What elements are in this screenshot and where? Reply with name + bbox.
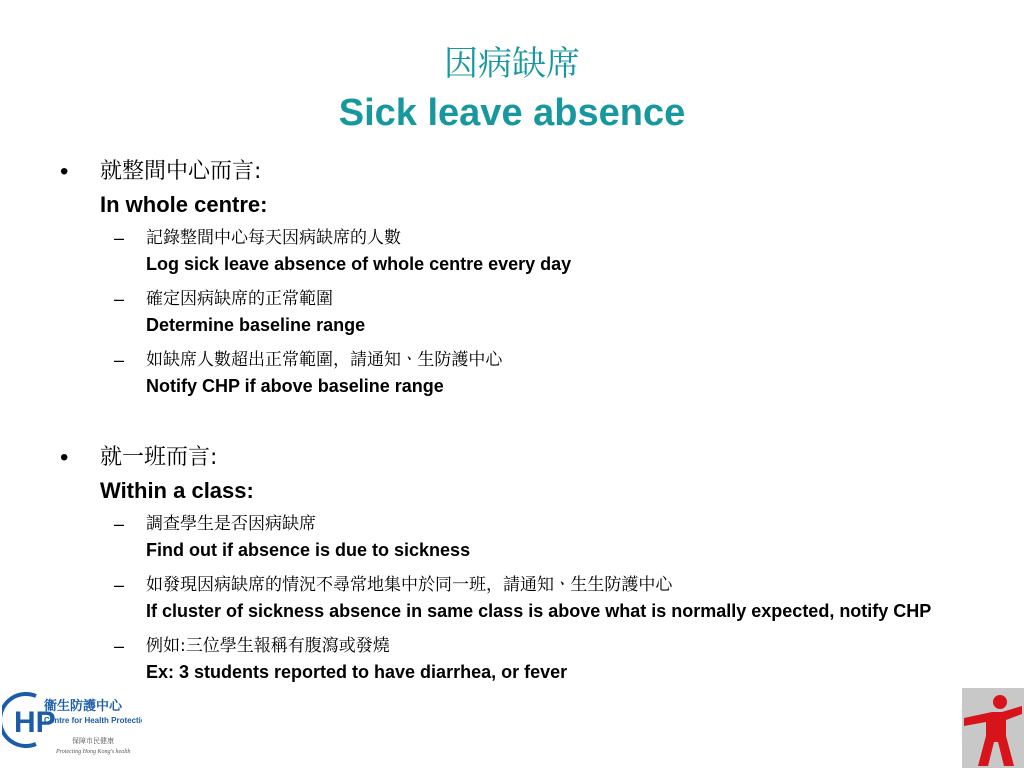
sub-item-chinese: 如缺席人數超出正常範圍，請通知ㆍ生防護中心 — [146, 350, 503, 370]
bullet-heading-english: In whole centre: — [100, 192, 268, 217]
sub-item — [60, 632, 960, 690]
corner-figure-logo — [962, 688, 1024, 768]
sub-item — [60, 510, 960, 568]
sub-item-chinese: 調查學生是否因病缺席 — [146, 514, 316, 534]
bullet-dot: • — [60, 158, 69, 185]
dash-marker: – — [114, 636, 125, 656]
sub-item-chinese: 例如:三位學生報稱有腹瀉或發燒 — [146, 636, 390, 656]
section-whole-centre — [60, 156, 960, 407]
red-figure-icon — [962, 688, 1024, 768]
bullet-item — [60, 442, 960, 508]
sub-item-english: Ex: 3 students reported to have diarrhea, or fever — [146, 662, 568, 682]
sub-item-english: Notify CHP if above baseline range — [146, 376, 444, 396]
sub-item-english: If cluster of sickness absence in same class is above what is normally expected, notify CHP — [146, 601, 932, 621]
chp-logo — [2, 690, 142, 760]
sub-item-chinese: 記錄整間中心每天因病缺席的人數 — [146, 228, 401, 248]
sub-item-english: Find out if absence is due to sickness — [146, 540, 471, 560]
section-within-class — [60, 442, 960, 693]
sub-list — [60, 510, 960, 690]
logo-tagline-english: Protecting Hong Kong's health — [56, 749, 131, 755]
sub-item-english: Determine baseline range — [146, 315, 366, 335]
chp-logo-mark — [2, 690, 142, 760]
sub-item — [60, 285, 960, 343]
sub-item — [60, 571, 960, 629]
bullet-heading-chinese: 就一班而言: — [100, 445, 218, 470]
dash-marker: – — [114, 228, 125, 248]
sub-item-english: Log sick leave absence of whole centre every day — [146, 254, 572, 274]
logo-name-english: Centre for Health Protection — [44, 716, 142, 725]
logo-name-chinese: 衞生防護中心 — [44, 699, 123, 714]
bullet-dot: • — [60, 444, 69, 471]
dash-marker: – — [114, 514, 125, 534]
bullet-item — [60, 156, 960, 222]
sub-item — [60, 346, 960, 404]
logo-tagline-chinese: 保障市民健康 — [72, 737, 114, 745]
bullet-heading-chinese: 就整間中心而言: — [100, 159, 262, 184]
bullet-heading-english: Within a class: — [100, 478, 254, 503]
slide-title — [0, 40, 1024, 138]
title-chinese: 因病缺席 — [444, 44, 580, 84]
sub-item-chinese: 如發現因病缺席的情況不尋常地集中於同一班，請通知ㆍ生生防護中心 — [146, 575, 673, 595]
title-english: Sick leave absence — [338, 92, 686, 134]
logo-abbr: HP — [14, 706, 56, 739]
dash-marker: – — [114, 289, 125, 309]
sub-list — [60, 224, 960, 404]
sub-item — [60, 224, 960, 282]
dash-marker: – — [114, 350, 125, 370]
sub-item-chinese: 確定因病缺席的正常範圍 — [146, 289, 333, 309]
dash-marker: – — [114, 575, 125, 595]
